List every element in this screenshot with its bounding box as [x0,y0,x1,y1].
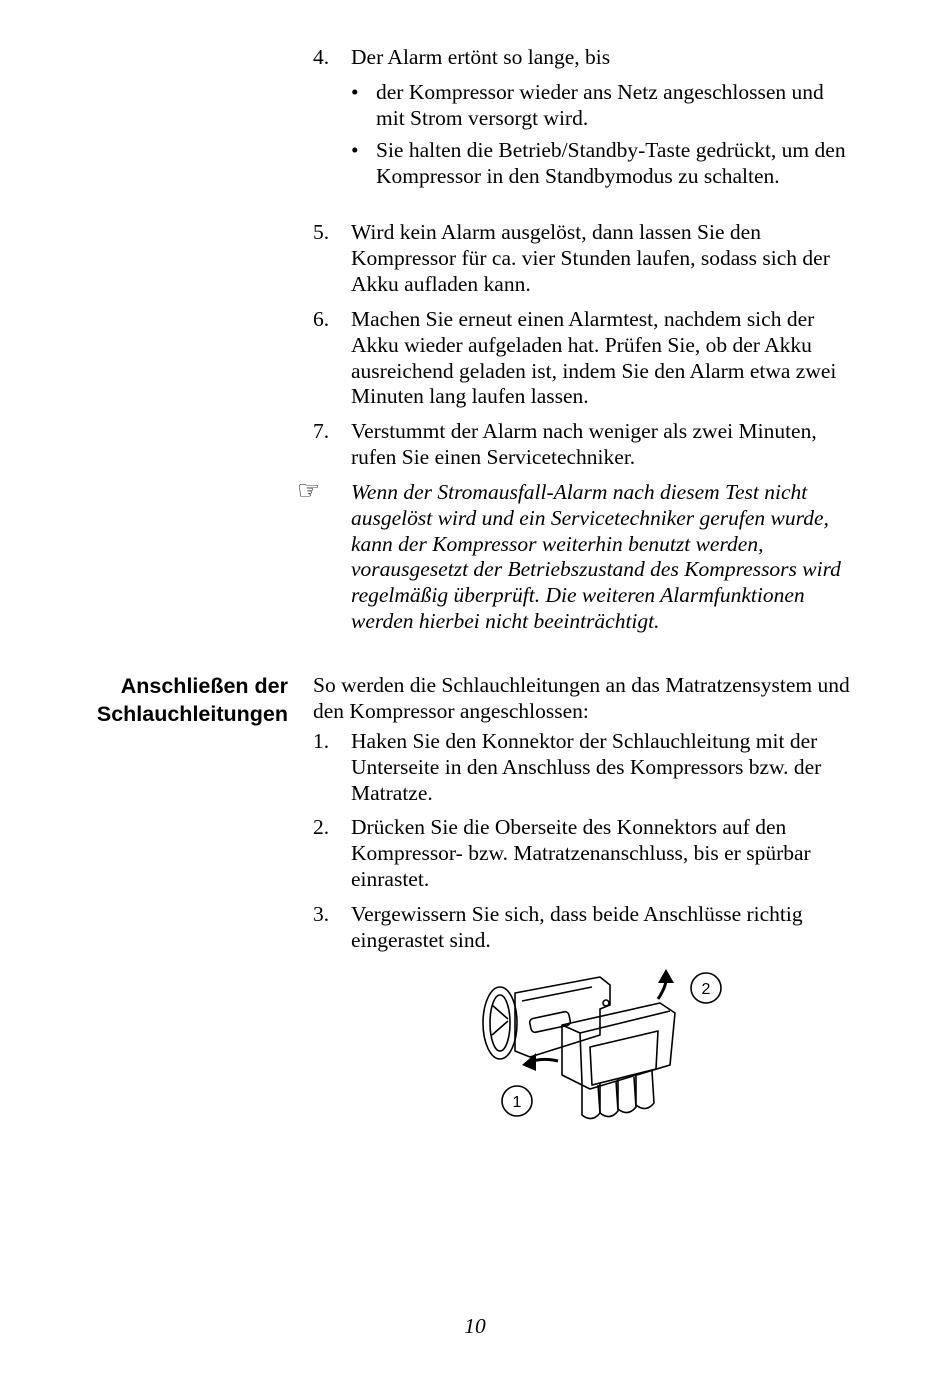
step-number: 1. [313,729,330,753]
step-number: 6. [313,307,330,331]
step-text: Verstummt der Alarm nach weniger als zwei Minuten, rufen Sie einen Servicetechniker. [351,419,817,469]
bullet-text: der Kompressor wieder ans Netz angeschlossen und mit Strom versorgt wird. [376,80,824,130]
step-number: 5. [313,220,330,244]
hose-connector [562,1003,675,1089]
callout-2-label: 2 [701,981,711,998]
step-text: Wird kein Alarm ausgelöst, dann lassen Sie den Kompressor für ca. vier Stunden laufen, sodass sich der Akku aufladen kann. [351,220,830,296]
step-text: Vergewissern Sie sich, dass beide Anschlüsse richtig eingerastet sind. [351,902,803,952]
step-number: 7. [313,419,330,443]
pointing-hand-icon: ☞ [297,476,321,505]
step-text: Haken Sie den Konnektor der Schlauchleitung mit der Unterseite in den Anschluss des Kompressors bzw. der Matratze. [351,729,822,805]
callout-1-label: 1 [512,1094,522,1111]
step-text: Drücken Sie die Oberseite des Konnektors auf den Kompressor- bzw. Matratzenanschluss, bis er spürbar einrastet. [351,815,811,891]
bullet-glyph: • [351,138,359,162]
note-text: Wenn der Stromausfall-Alarm nach diesem Test nicht ausgelöst wird und ein Servicetechniker gerufen wurde, kann der Kompressor weiterhin benutzt werden, vorausgesetzt der Betriebszustand des Kompressors wird regelmäßig überprüft. Die weiteren Alarmfunktionen werden hierbei nicht beeinträchtigt. [351,480,841,633]
step-number: 2. [313,815,330,839]
section-heading [28,672,288,728]
connector-illustration [470,965,730,1145]
step-number: 3. [313,902,330,926]
page-number: 10 [464,1314,486,1338]
bullet-text: Sie halten die Betrieb/Standby-Taste gedrückt, um den Kompressor in den Standbymodus zu schalten. [376,138,846,188]
bullet-glyph: • [351,80,359,104]
step-text: Machen Sie erneut einen Alarmtest, nachdem sich der Akku wieder aufgeladen hat. Prüfen Sie, ob der Akku ausreichend geladen ist, indem Sie den Alarm etwa zwei Minuten lang laufen lassen. [351,307,837,409]
hose-ring [483,987,517,1059]
step-number: 4. [313,45,330,69]
step-text: Der Alarm ertönt so lange, bis [351,45,611,69]
section-heading-line-2: Schlauchleitungen [96,702,288,726]
section-heading-line-1: Anschließen der [120,674,288,698]
intro-text: So werden die Schlauchleitungen an das Matratzensystem und den Kompressor angeschlossen: [313,673,850,723]
